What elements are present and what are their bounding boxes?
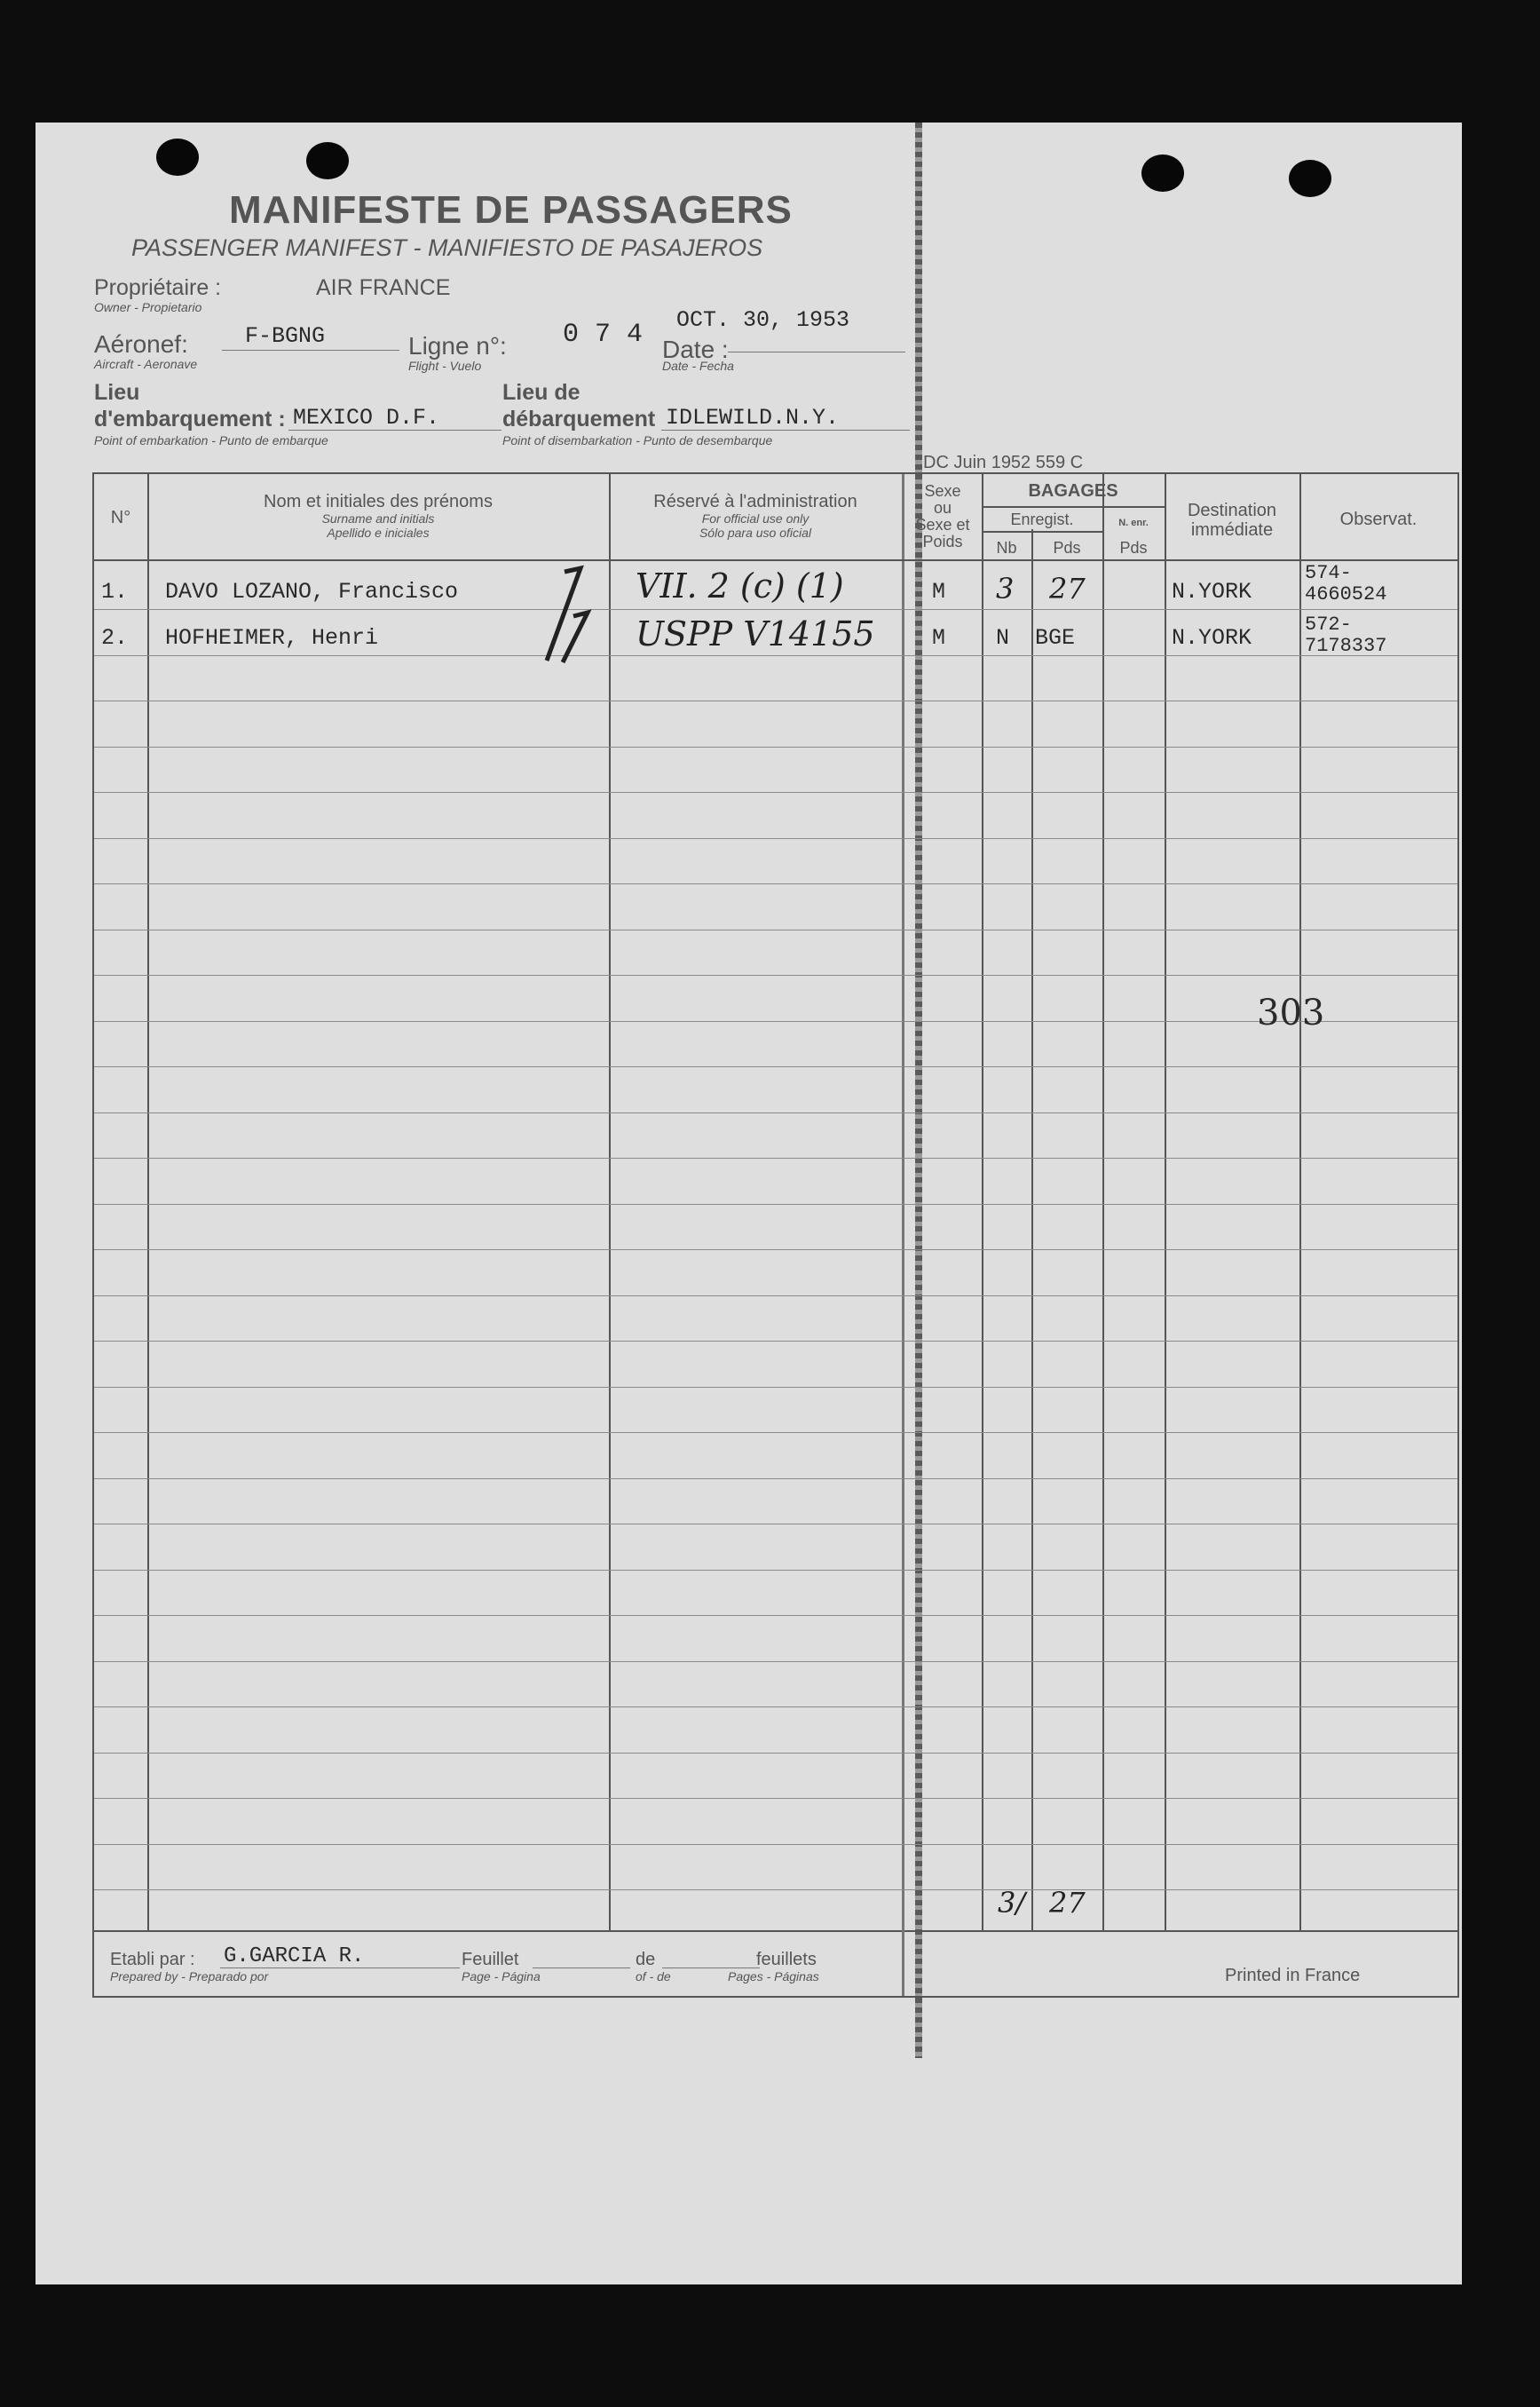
punch-hole (1141, 154, 1184, 192)
table-rule (94, 975, 1457, 976)
manifest-sheet (36, 123, 1462, 2284)
table-rule (94, 1889, 1457, 1890)
row-1-no: 1. (101, 579, 129, 605)
embark-value: MEXICO D.F. (293, 405, 440, 431)
line-label: Ligne n°: (408, 332, 507, 360)
row-1-destination: N.YORK (1172, 579, 1252, 605)
col-header-admin-es: Sólo para uso oficial (699, 526, 812, 540)
col-header-sex-4: Poids (922, 533, 963, 550)
row-2-destination: N.YORK (1172, 625, 1252, 651)
total-nb: 3/ (998, 1886, 1026, 1920)
row-1-observations (1305, 563, 1386, 606)
table-rule (94, 1021, 1457, 1022)
table-rule (94, 1295, 1457, 1296)
col-header-no: N° (110, 508, 131, 527)
col-header-sex-1: Sexe (924, 482, 961, 500)
row-1-admin-note: VII. 2 (c) (1) (636, 566, 844, 606)
table-rule (94, 1066, 1457, 1067)
table-rule (94, 838, 1457, 839)
col-header-nenr: N. enr. (1118, 518, 1149, 528)
of-sub: of - de (636, 1969, 671, 1983)
row-2-name: HOFHEIMER, Henri (165, 625, 379, 651)
stamp-number: 303 (1257, 993, 1325, 1033)
punch-hole (156, 139, 199, 176)
col-header-destination (1165, 501, 1299, 540)
embark-label: Lieu (94, 380, 140, 405)
col-header-name-fr: Nom et initiales des prénoms (264, 492, 493, 511)
col-header-dest-2: immédiate (1190, 520, 1274, 540)
col-header-sex-3: Sexe et (915, 516, 970, 534)
col-header-sex (904, 483, 982, 550)
table-rule (94, 1432, 1457, 1433)
row-1-obs-1: 574- (1305, 562, 1352, 584)
table-rule (94, 1706, 1457, 1707)
table-rule (94, 1158, 1457, 1159)
table-rule (94, 883, 1457, 884)
col-header-admin-fr: Réservé à l'administration (653, 492, 857, 511)
row-1-name: DAVO LOZANO, Francisco (165, 579, 459, 605)
pages-sub: Pages - Páginas (728, 1969, 819, 1983)
line-label-sub: Flight - Vuelo (408, 359, 482, 373)
col-header-admin (609, 492, 902, 540)
owner-label-sub: Owner - Propietario (94, 300, 202, 314)
manifest-title: MANIFESTE DE PASSAGERS (229, 188, 793, 232)
table-rule (94, 1615, 1457, 1616)
aircraft-value: F-BGNG (245, 323, 326, 349)
col-header-dest-1: Destination (1187, 501, 1277, 520)
table-rule (94, 1661, 1457, 1662)
table-rule (94, 1112, 1457, 1113)
row-2-observations (1305, 614, 1386, 657)
punch-hole (1289, 160, 1331, 197)
total-pds: 27 (1049, 1886, 1086, 1920)
line-value: 0 7 4 (563, 320, 644, 350)
col-header-pds: Pds (1053, 539, 1081, 557)
owner-label: Propriétaire : (94, 275, 222, 300)
page-label: Feuillet (462, 1950, 519, 1969)
row-2-sex: M (932, 625, 946, 651)
row-2-pds: BGE (1035, 625, 1076, 651)
form-code: DC Juin 1952 559 C (923, 453, 1084, 472)
manifest-subtitle: PASSENGER MANIFEST - MANIFIESTO DE PASAJEROS (131, 234, 763, 261)
row-2-admin-note: USPP V14155 (636, 614, 875, 653)
pages-label: feuillets (756, 1950, 817, 1969)
table-rule (94, 792, 1457, 793)
table-rule (94, 1341, 1457, 1342)
table-rule (94, 1249, 1457, 1250)
owner-value: AIR FRANCE (316, 275, 451, 300)
row-1-sex: M (932, 579, 946, 605)
row-1-pds: 27 (1049, 572, 1086, 606)
table-rule (94, 747, 1457, 748)
table-rule (94, 1478, 1457, 1479)
date-label: Date : (662, 336, 729, 363)
row-2-no: 2. (101, 625, 129, 651)
row-1-nb: 3 (996, 572, 1015, 606)
table-rule (94, 1753, 1457, 1754)
row-1-obs-2: 4660524 (1305, 583, 1387, 606)
check-marks (511, 563, 618, 669)
col-header-pds2: Pds (1119, 539, 1148, 557)
prepared-value: G.GARCIA R. (224, 1944, 365, 1968)
aircraft-label: Aéronef: (94, 330, 188, 358)
table-rule (94, 655, 1457, 656)
disembark-label: Lieu de (502, 380, 580, 405)
prepared-label: Etabli par : (110, 1950, 195, 1969)
col-header-observations: Observat. (1339, 510, 1418, 529)
aircraft-label-sub: Aircraft - Aeronave (94, 357, 198, 371)
prepared-sub: Prepared by - Preparado por (110, 1969, 269, 1983)
passenger-table (92, 472, 1459, 1932)
col-header-sex-2: ou (933, 499, 952, 517)
row-2-obs-2: 7178337 (1305, 635, 1387, 657)
disembark-label-sub: Point of disembarkation - Punto de desembarque (502, 433, 773, 447)
row-2-obs-1: 572- (1305, 614, 1352, 636)
table-rule (94, 1844, 1457, 1845)
date-value: OCT. 30, 1953 (676, 307, 850, 333)
col-header-nb: Nb (996, 539, 1017, 557)
date-label-sub: Date - Fecha (662, 359, 734, 373)
col-header-admin-en: For official use only (701, 511, 809, 526)
disembark-value: IDLEWILD.N.Y. (666, 405, 840, 431)
punch-hole (306, 142, 349, 179)
col-header-name-es: Apellido e iniciales (327, 526, 430, 540)
page-sub: Page - Página (462, 1969, 541, 1983)
table-rule (94, 1798, 1457, 1799)
table-rule (94, 1387, 1457, 1388)
embark-label-2: d'embarquement : (94, 407, 286, 432)
of-label: de (636, 1950, 656, 1969)
embark-label-sub: Point of embarkation - Punto de embarque (94, 433, 328, 447)
col-header-enregist: Enregist. (1010, 511, 1074, 528)
disembark-label-2: débarquement (502, 407, 656, 432)
table-rule (94, 609, 1457, 610)
table-rule (94, 1570, 1457, 1571)
table-rule (94, 1204, 1457, 1205)
row-2-nb: N (996, 625, 1010, 651)
printed-in-france: Printed in France (1225, 1966, 1361, 1985)
col-header-name-en: Surname and initials (321, 511, 435, 526)
col-header-bagages: BAGAGES (1028, 481, 1118, 501)
col-header-name (147, 492, 609, 540)
